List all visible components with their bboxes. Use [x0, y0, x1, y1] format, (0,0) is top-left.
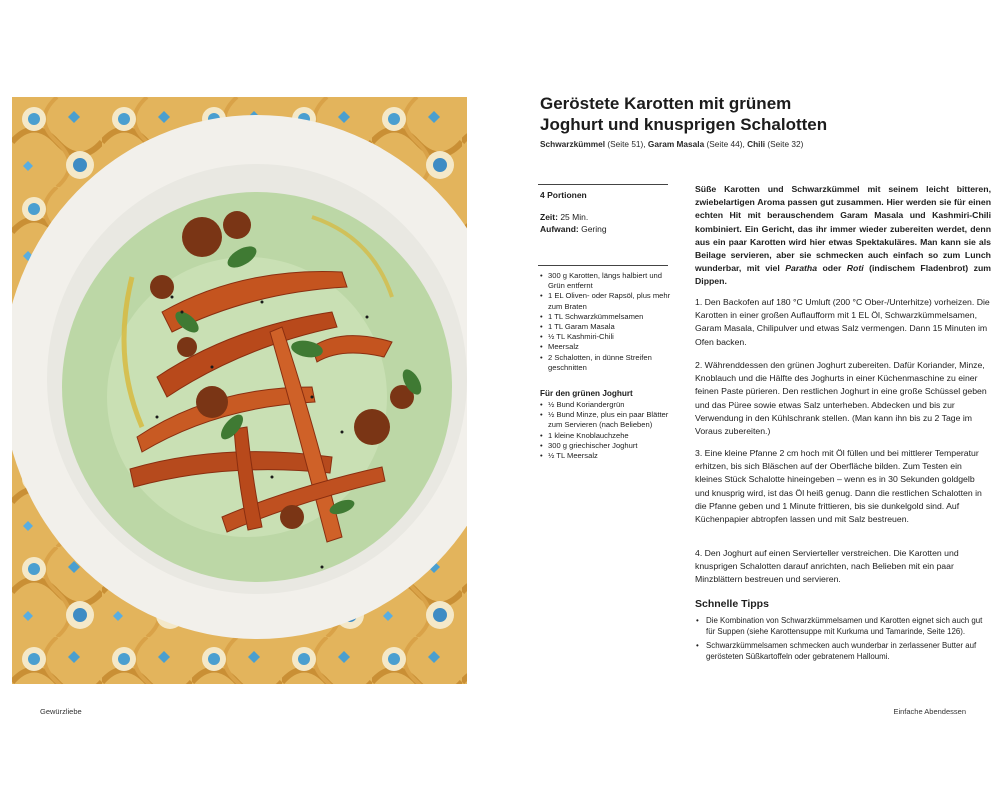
ingredient-item: • ½ TL Meersalz [540, 451, 675, 461]
spice-references [540, 139, 960, 149]
intro-paratha: Paratha [785, 263, 818, 274]
tips-heading: Schnelle Tipps [695, 598, 769, 610]
dish-photo [12, 97, 467, 684]
tips-list [695, 616, 991, 666]
footer-left: Gewürzliebe [40, 707, 82, 716]
recipe-intro [695, 183, 991, 289]
method-step: 3. Eine kleine Pfanne 2 cm hoch mit Öl füllen und bei mittlerer Temperatur erhitzen, bis sich Bläschen auf der Oberfläche bilden. Zum Testen ein kleines Stück Schalotte hineingeben – wenn es in 30 Sekunden goldgelb und knusprig wird, ist das Öl heiß genug. Dann die restlichen Schalotten in die Pfanne geben und 1 Minute frittieren, bis sie dunkelgold sind. Auf Küchenpapier abtropfen lassen und mit Salz bestreuen. [695, 448, 982, 525]
yogurt-ingredient-list [540, 400, 675, 461]
effort-label: Aufwand: [540, 224, 579, 234]
spice-ref-page: (Seite 44), [704, 139, 748, 149]
time-value: 25 Min. [557, 212, 589, 222]
tip-item: • Die Kombination von Schwarzkümmelsamen und Karotten eignet sich auch gut für Suppen (siehe Karottensuppe mit Kurkuma und Tamarinde, Seite 126). [695, 616, 991, 637]
ingredient-item: • 1 TL Schwarzkümmelsamen [540, 312, 675, 322]
method-step: 4. Den Joghurt auf einen Servierteller verstreichen. Die Karotten und knusprigen Schalotten darauf anrichten, nach Belieben mit ein paar Minzblättern bestreuen und servieren. [695, 548, 959, 585]
ingredient-list [540, 271, 675, 373]
ingredient-item: • ½ TL Kashmiri-Chili [540, 332, 675, 342]
ingredient-item: • 300 g griechischer Joghurt [540, 441, 675, 451]
ingredient-item: • 2 Schalotten, in dünne Streifen geschnitten [540, 353, 675, 373]
intro-text: oder [817, 263, 847, 274]
intro-text: Süße Karotten und Schwarzkümmel mit seinem leicht bitteren, zwiebelartigen Aroma passen gut zusammen. Hier werden sie für einen echten Hit mit berauschendem Garam Masala und Kashmiri-Chili kombiniert. Ein Gericht, das ihr immer wieder zubereiten werdet, denn aus ein paar Karotten wird hier etwas Spektakuläres. Man kann sie als Beilage servieren, aber sie schmecken auch einfach so zum Lunch wunderbar, mit viel [695, 184, 991, 274]
method-step: 1. Den Backofen auf 180 °C Umluft (200 °C Ober-/Unterhitze) vorheizen. Die Karotten in einer großen Auflaufform mit 1 EL Öl, Schwarzkümmelsamen, Garam Masala, Chilipulver und etwas Salz vermengen. Dann 15 Minuten im Ofen backen. [695, 297, 990, 347]
spice-ref-page: (Seite 51), [605, 139, 648, 149]
intro-roti: Roti [846, 263, 864, 274]
spice-ref-name: Chili [747, 139, 766, 149]
divider [538, 265, 668, 266]
spice-ref-page: (Seite 32) [765, 139, 804, 149]
spice-ref-name: Garam Masala [647, 139, 705, 149]
servings: 4 Portionen [540, 190, 587, 200]
effort-value: Gering [578, 224, 607, 234]
method-step: 2. Währenddessen den grünen Joghurt zubereiten. Dafür Koriander, Minze, Knoblauch und die Hälfte des Joghurts in einer Küchenmaschine zu einer feinen Paste pürieren. Den restlichen Joghurt in eine große Schüssel geben und das Püree sowie etwas Salz unterheben. Abdecken und bis zur Verwendung in den Kühlschrank stellen. (Man kann ihn bis zu 2 Tage im Voraus zubereiten.) [695, 360, 987, 437]
recipe-title [540, 93, 960, 135]
divider [538, 184, 668, 185]
recipe-title-line-1: Geröstete Karotten mit grünem [540, 94, 792, 113]
ingredient-item: • 300 g Karotten, längs halbiert und Grün entfernt [540, 271, 675, 291]
recipe-title-line-2: Joghurt und knusprigen Schalotten [540, 115, 828, 134]
ingredient-item: • 1 kleine Knoblauchzehe [540, 431, 675, 441]
yogurt-heading: Für den grünen Joghurt [540, 389, 633, 398]
ingredient-item: • Meersalz [540, 342, 675, 352]
ingredient-item: • 1 TL Garam Masala [540, 322, 675, 332]
ingredient-item: • ½ Bund Koriandergrün [540, 400, 675, 410]
ingredient-item: • ½ Bund Minze, plus ein paar Blätter zum Servieren (nach Belieben) [540, 410, 675, 430]
spice-ref-name: Schwarzkümmel [540, 139, 606, 149]
time-label: Zeit: [540, 212, 558, 222]
recipe-meta [540, 211, 607, 235]
footer-right: Einfache Abendessen [893, 707, 966, 716]
dish-illustration [12, 97, 467, 684]
intro-text: (indischem Fladenbrot) zum Dippen. [695, 263, 992, 287]
tip-item: • Schwarzkümmelsamen schmecken auch wunderbar in zerlassener Butter auf gerösteten Süßkartoffeln oder gebratenem Halloumi. [695, 641, 991, 662]
ingredient-item: • 1 EL Oliven- oder Rapsöl, plus mehr zum Braten [540, 291, 675, 311]
